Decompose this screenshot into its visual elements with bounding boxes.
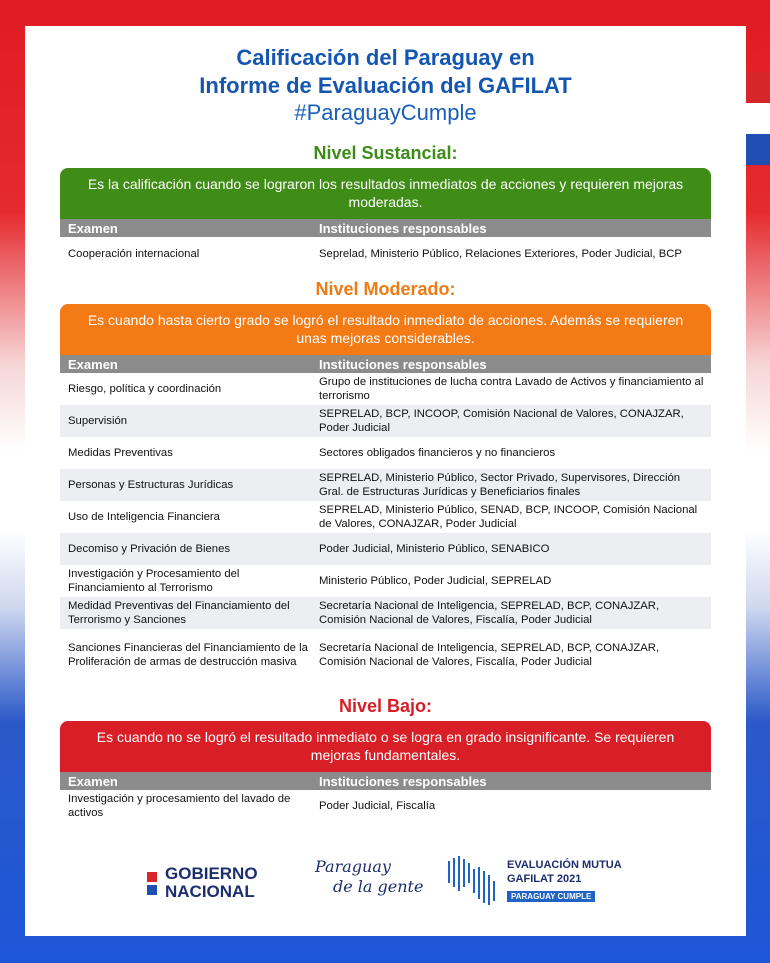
footer-logos <box>25 851 746 911</box>
table-row: Riesgo, política y coordinación Grupo de instituciones de lucha contra Lavado de Activos y financiamiento al terrorismo <box>68 376 704 402</box>
gobierno-nacional-logo: GOBIERNO NACIONAL <box>147 865 258 901</box>
level-description: Es cuando hasta cierto grado se logró el resultado inmediato de acciones. Además se requieren unas mejoras considerables. <box>60 304 711 355</box>
paraguay-map-icon <box>445 853 501 909</box>
infographic-card <box>25 26 746 936</box>
paraguay-de-la-gente-logo: Paraguay de la gente <box>315 857 424 896</box>
level-section-sustancial <box>60 168 711 270</box>
table-row: Medidas Preventivas Sectores obligados financieros y no financieros <box>68 447 556 459</box>
table-header: Examen Instituciones responsables <box>60 219 711 237</box>
level-section-bajo <box>60 721 711 822</box>
table-row: Supervisión SEPRELAD, BCP, INCOOP, Comisión Nacional de Valores, CONAJZAR, Poder Judicial <box>60 405 711 437</box>
table-header: Examen Instituciones responsables <box>60 355 711 373</box>
paraguay-flag <box>742 72 770 165</box>
table-header: Examen Instituciones responsables <box>60 772 711 790</box>
level-section-moderado <box>60 304 711 681</box>
page-title: Calificación del Paraguay en Informe de Evaluación del GAFILAT <box>199 45 572 98</box>
level-title-bajo: Nivel Bajo: <box>338 696 433 716</box>
table-row: Medidad Preventivas del Financiamiento del Terrorismo y Sanciones Secretaría Nacional de Inteligencia, SEPRELAD, BCP, CONAJZAR, Comisión Nacional de Valores, Fiscalía, Poder Judicial <box>60 597 711 629</box>
table-row: Decomiso y Privación de Bienes Poder Judicial, Ministerio Público, SENABICO <box>60 533 711 565</box>
level-title-moderado: Nivel Moderado: <box>315 279 456 299</box>
level-description: Es cuando no se logró el resultado inmediato o se logra en grado insignificante. Se requieren mejoras fundamentales. <box>60 721 711 772</box>
table-row: Cooperación internacional Seprelad, Ministerio Público, Relaciones Exteriores, Poder Judicial, BCP <box>68 247 682 260</box>
table-row: Uso de Inteligencia Financiera SEPRELAD, Ministerio Público, SENAD, BCP, INCOOP, Comisión Nacional de Valores, CONAJZAR, Poder Judicial <box>68 504 698 530</box>
hashtag: #ParaguayCumple <box>294 100 477 125</box>
table-row: Investigación y procesamiento del lavado de activos Poder Judicial, Fiscalía <box>68 793 436 819</box>
flag-bars-icon <box>147 869 157 898</box>
table-row: Personas y Estructuras Jurídicas SEPRELAD, Ministerio Público, Sector Privado, Supervisores, Dirección Gral. de Estructuras Jurídicas y Beneficiarios finales <box>60 469 711 501</box>
table-row: Sanciones Financieras del Financiamiento de la Proliferación de armas de destrucción masiva Secretaría Nacional de Inteligencia, SEPRELAD, BCP, CONAJZAR, Comisión Nacional de Valores, Fiscalía, Poder Judicial <box>68 642 660 668</box>
level-description: Es la calificación cuando se lograron los resultados inmediatos de acciones y requieren mejoras moderadas. <box>60 168 711 219</box>
table-row: Investigación y Procesamiento del Financiamiento al Terrorismo Ministerio Público, Poder Judicial, SEPRELAD <box>68 568 552 594</box>
evaluacion-mutua-logo: EVALUACIÓN MUTUA GAFILAT 2021 PARAGUAY CUMPLE <box>445 853 622 909</box>
level-title-sustancial: Nivel Sustancial: <box>313 143 458 163</box>
